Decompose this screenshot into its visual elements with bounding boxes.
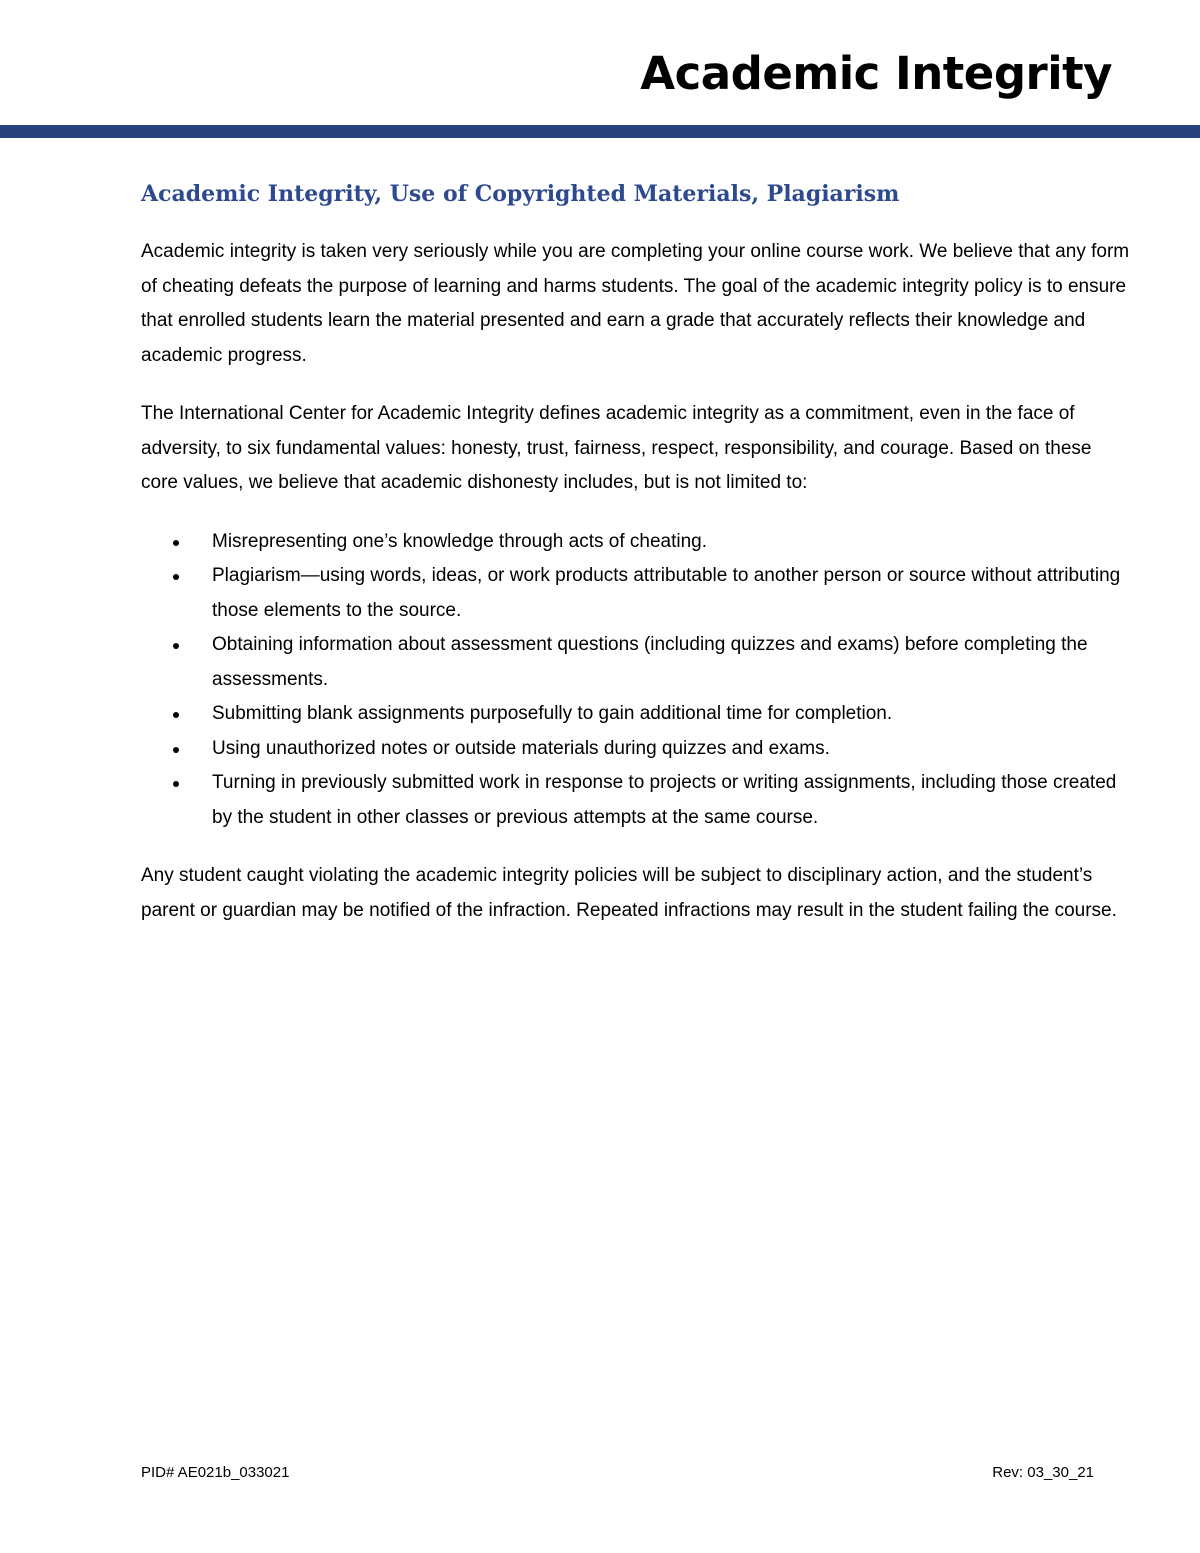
bullet-icon [173,712,179,718]
document-body [141,174,1131,928]
section-heading: Academic Integrity, Use of Copyrighted Materials, Plagiarism [141,181,900,207]
bullet-icon [173,540,179,546]
list-item [141,559,1131,628]
footer-pid: PID# AE021b_033021 [141,1464,290,1481]
list-item-text: Using unauthorized notes or outside materials during quizzes and exams. [212,737,830,759]
bullet-icon [173,574,179,580]
list-item-text: Misrepresenting one’s knowledge through acts of cheating. [212,530,708,552]
dishonesty-list [141,525,1131,836]
bullet-icon [173,747,179,753]
page-title: Academic Integrity [640,47,1112,100]
footer-revision: Rev: 03_30_21 [992,1464,1094,1481]
list-item-text: Submitting blank assignments purposefully to gain additional time for completion. [212,703,893,724]
header-divider [0,125,1200,138]
list-item-text: Obtaining information about assessment questions (including quizzes and exams) before completing the assessments. [212,634,1088,690]
bullet-icon [173,781,179,787]
list-item [141,525,1131,560]
intro-paragraph: Academic integrity is taken very seriously while you are completing your online course work. We believe that any form of cheating defeats the purpose of learning and harms students. The goal of the academic integrity policy is to ensure that enrolled students learn the material presented and earn a grade that accurately reflects their knowledge and academic progress. [141,241,1130,366]
closing-paragraph: Any student caught violating the academic integrity policies will be subject to disciplinary action, and the student’s parent or guardian may be notified of the infraction. Repeated infractions may result in the student failing the course. [141,865,1117,921]
list-item [141,628,1131,697]
list-item [141,732,1131,767]
definition-paragraph: The International Center for Academic Integrity defines academic integrity as a commitment, even in the face of adversity, to six fundamental values: honesty, trust, fairness, respect, responsibility, and courage. Based on these core values, we believe that academic dishonesty includes, but is not limited to: [141,403,1092,493]
list-item [141,697,1131,732]
bullet-icon [173,643,179,649]
list-item-text: Turning in previously submitted work in response to projects or writing assignments, including those created by the student in other classes or previous attempts at the same course. [212,772,1117,828]
list-item [141,766,1131,835]
list-item-text: Plagiarism—using words, ideas, or work products attributable to another person or source without attributing those elements to the source. [212,565,1121,621]
